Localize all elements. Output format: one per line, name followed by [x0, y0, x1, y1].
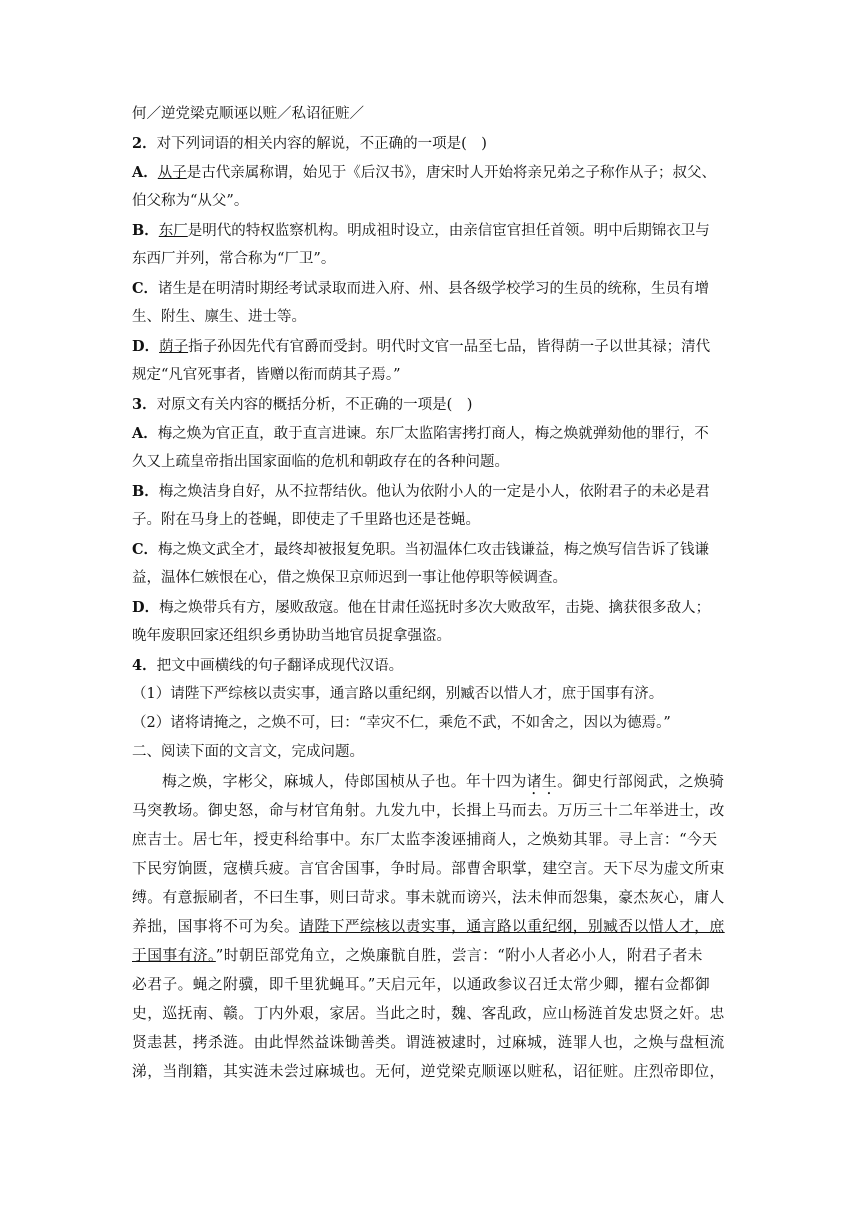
passage-line	[132, 912, 732, 941]
translation-sentence-1: （1）请陛下严综核以责实事，通言路以重纪纲，别臧否以惜人才，庶于国事有济。	[132, 686, 664, 702]
option-label: C．	[132, 280, 159, 297]
option-b	[132, 216, 732, 245]
option-text: 诸生是在明清时期经考试录取而进入府、州、县各级学校学习的生员的统称，生员有增	[158, 281, 710, 297]
option-text: 是古代亲属称谓，始见于《后汉书》，唐宋时人开始将亲兄弟之子称作从子；叔父、	[186, 165, 717, 181]
question-text: 把文中画横线的句子翻译成现代汉语。	[156, 658, 404, 674]
question-3-stem	[132, 390, 732, 419]
term-underlined: 荫子	[159, 339, 189, 355]
option-text: 梅之焕带兵有方，屡败敌寇。他在甘肃任巡抚时多次大败敌军，击毙、擒获很多敌人；	[159, 600, 711, 616]
option-c	[132, 535, 732, 564]
option-label: D．	[132, 338, 160, 355]
option-label: B．	[132, 222, 159, 239]
option-c-cont: 益，温体仁嫉恨在心，借之焕保卫京师迟到一事让他停职等候调查。	[132, 570, 567, 586]
term-underlined: 东厂	[158, 223, 188, 239]
passage-text: 。御史行部阅武，之焕骑	[557, 773, 725, 790]
dotted-term: 诸生	[526, 773, 558, 790]
question-4-stem	[132, 651, 732, 680]
option-d	[132, 332, 732, 361]
passage-line: 下民穷饷匮，寇横兵疲。言官舍国事，争时局。部曹舍职掌，建空言。天下尽为虚文所束	[132, 860, 725, 877]
passage-line: 必君子。蝇之附骥，即千里犹蝇耳。”天启元年，以通政参议召迁太常少卿，擢右佥都御	[132, 976, 711, 993]
underlined-sentence: 请陛下严综核以责实事，通言路以重纪纲，别臧否以惜人才，庶	[299, 918, 725, 935]
question-number: 3．	[132, 396, 157, 413]
passage-text: 梅之焕，字彬父，麻城人，侍郎国桢从子也。年十四为	[162, 773, 527, 790]
question-number: 4．	[132, 657, 157, 674]
passage-text: ”时朝臣部党角立，之焕廉骯自胜，尝言：“附小人者必小人，附君子者未	[215, 947, 703, 964]
option-label: B．	[132, 483, 159, 500]
option-text: 梅之焕文武全才，最终却被报复免职。当初温体仁攻击钱谦益，梅之焕写信告诉了钱谦	[158, 542, 710, 558]
question-text: 对原文有关内容的概括分析，不正确的一项是( )	[156, 397, 473, 413]
section-heading: 二、阅读下面的文言文，完成问题。	[132, 744, 364, 760]
option-c-cont: 生、附生、廪生、进士等。	[132, 309, 306, 325]
classical-passage	[132, 767, 732, 1086]
passage-line	[132, 941, 732, 970]
option-a	[132, 419, 732, 448]
question-2-stem	[132, 129, 732, 158]
option-b-cont: 子。附在马身上的苍蝇，即使走了千里路也还是苍蝇。	[132, 512, 480, 528]
answer-line: 何／逆党梁克顺诬以赃／私诏征赃／	[132, 106, 364, 122]
option-label: C．	[132, 541, 159, 558]
option-d-cont: 晚年废职回家还组织乡勇协助当地官员捉拿强盗。	[132, 628, 451, 644]
option-d-cont: 规定“凡官死事者，皆赠以衔而荫其子焉。”	[132, 367, 401, 383]
option-text: 指子孙因先代有官爵而受封。明代时文官一品至七品，皆得荫一子以世其禄；清代	[188, 339, 711, 355]
passage-line: 史，巡抚南、赣。丁内外艰，家居。当此之时，魏、客乱政，应山杨涟首发忠贤之奸。忠	[132, 1005, 725, 1022]
option-label: D．	[132, 599, 160, 616]
question-number: 2．	[132, 135, 157, 152]
option-a-cont: 伯父称为“从父”。	[132, 193, 249, 209]
passage-line: 缚。有意振刷者，不曰生事，则曰苛求。事未就而谤兴，法未伸而怨集，豪杰灰心，庸人	[132, 889, 725, 906]
passage-text: 养拙，国事将不可为矣。	[132, 918, 300, 935]
passage-line: 庶吉士。居七年，授吏科给事中。东厂太监李浚诬捕商人，之焕劾其罪。寻上言：“今天	[132, 831, 718, 848]
option-c	[132, 274, 732, 303]
option-d	[132, 593, 732, 622]
document-page	[132, 100, 732, 1086]
question-text: 对下列词语的相关内容的解说，不正确的一项是( )	[156, 136, 487, 152]
option-label: A．	[132, 425, 158, 442]
option-a	[132, 158, 732, 187]
option-text: 梅之焕为官正直，敢于直言进谏。东厂太监陷害拷打商人，梅之焕就弹劾他的罪行，不	[157, 426, 709, 442]
option-a-cont: 久又上疏皇帝指出国家面临的危机和朝政存在的各种问题。	[132, 454, 509, 470]
passage-line: 马突教场。御史怒，命与材官角射。九发九中，长揖上马而去。万历三十二年举进士，改	[132, 802, 725, 819]
option-text: 是明代的特权监察机构。明成祖时设立，由亲信宦官担任首领。明中后期锦衣卫与	[187, 223, 710, 239]
underlined-sentence: 于国事有济。	[132, 947, 216, 964]
option-label: A．	[132, 164, 158, 181]
option-text: 梅之焕洁身自好，从不拉帮结伙。他认为依附小人的一定是小人，依附君子的未必是君	[158, 484, 710, 500]
term-underlined: 从子	[157, 165, 187, 181]
passage-line: 涕，当削籍，其实涟未尝过麻城也。无何，逆党梁克顺诬以赃私，诏征赃。庄烈帝即位，	[132, 1063, 725, 1080]
option-b	[132, 477, 732, 506]
passage-line: 贤恚甚，拷杀涟。由此悍然益诛锄善类。谓涟被逮时，过麻城，涟罪人也，之焕与盘桓流	[132, 1034, 725, 1051]
passage-line	[132, 767, 732, 796]
translation-sentence-2: （2）诸将请掩之，之焕不可，曰：“幸灾不仁，乘危不武，不如舍之，因以为德焉。”	[132, 715, 671, 731]
option-b-cont: 东西厂并列，常合称为“厂卫”。	[132, 251, 336, 267]
